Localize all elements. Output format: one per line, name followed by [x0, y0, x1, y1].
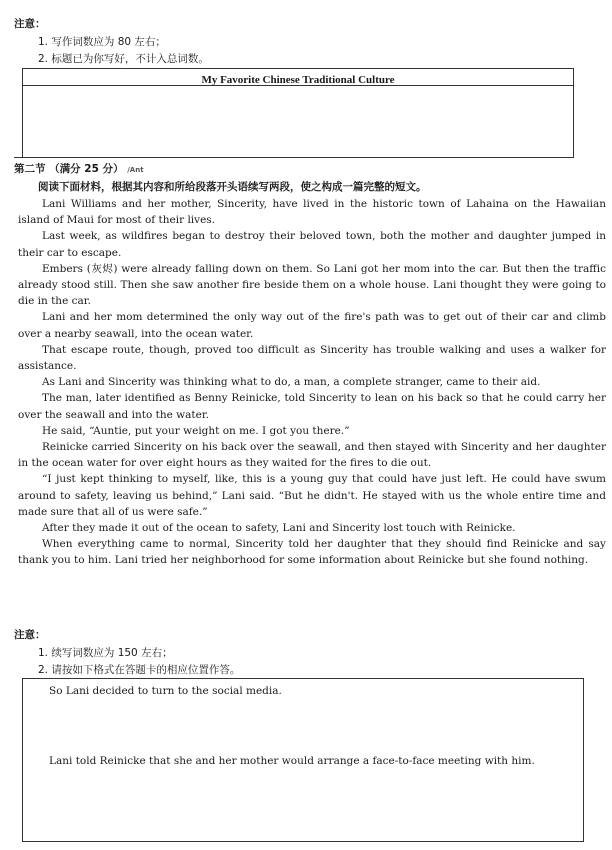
passage-paragraph-1: Lani Williams and her mother, Sincerity, have lived in the historic town of Lahaina on the Hawaiian island of Maui for most of their lives. [18, 198, 606, 227]
note-item-1: 1. 写作词数应为 80 左右； [38, 36, 166, 48]
notes2-heading: 注意： [14, 629, 46, 641]
passage-paragraph-7: The man, later identified as Benny Reinicke, told Sincerity to lean on his back so that he could carry her over the seawall and into the water. [18, 392, 606, 421]
section2-instruction: 阅读下面材料，根据其内容和所给段落开头语续写两段，使之构成一篇完整的短文。 [38, 181, 427, 193]
note2-item-1: 1. 续写词数应为 150 左右； [38, 647, 173, 659]
continuation-answer-box [22, 678, 584, 842]
notes-heading: 注意： [14, 18, 46, 30]
handwritten-note: /Ant [127, 166, 144, 174]
title-rule [22, 85, 574, 86]
passage-paragraph-3: Embers (灰烬) were already falling down on them. So Lani got her mom into the car. But then the traffic already stood still. Then she saw another fire beside them on a whole house. Lani thought they were going to die in the car. [18, 262, 606, 308]
section2-heading [14, 162, 144, 177]
note2-item-2: 2. 请按如下格式在答题卡的相应位置作答。 [38, 664, 241, 676]
passage-paragraph-2: Last week, as wildfires began to destroy their beloved town, both the mother and daughter jumped in their car to escape. [18, 230, 606, 259]
reading-passage [18, 196, 606, 569]
passage-paragraph-11: After they made it out of the ocean to safety, Lani and Sincerity lost touch with Reinicke. [42, 522, 516, 535]
passage-paragraph-5: That escape route, though, proved too difficult as Sincerity has trouble walking and uses a walker for assistance. [18, 343, 606, 373]
passage-paragraph-9: Reinicke carried Sincerity on his back over the seawall, and then stayed with Sincerity and her daughter in the ocean water for over eight hours as they waited for the fires to die out. [18, 441, 606, 470]
passage-paragraph-12: When everything came to normal, Sincerity told her daughter that they should find Reinicke and say thank you to him. Lani tried her neighborhood for some information about Reinicke but she found nothing. [18, 538, 606, 567]
passage-paragraph-8: He said, “Auntie, put your weight on me. I got you there.” [42, 424, 350, 437]
writing-title: My Favorite Chinese Traditional Culture [201, 74, 395, 86]
para2-opening: Lani told Reinicke that she and her mother would arrange a face-to-face meeting with him. [49, 755, 535, 767]
passage-paragraph-6: As Lani and Sincerity was thinking what to do, a man, a complete stranger, came to their aid. [42, 376, 541, 389]
writing-answer-box [22, 68, 574, 158]
passage-paragraph-4: Lani and her mom determined the only way out of the fire's path was to get out of their car and climb over a nearby seawall, into the ocean water. [18, 311, 606, 340]
passage-paragraph-10: “I just kept thinking to myself, like, this is a young guy that could have just left. He could have swum around to safety, leaving us behind,” Lani said. “But he didn't. He stayed with us the whole entire time and made sure that all of us were safe.” [18, 473, 606, 518]
section-divider [14, 157, 574, 158]
section2-heading-text: 第二节 （满分 25 分） [14, 163, 124, 175]
note-item-2: 2. 标题已为你写好，不计入总词数。 [38, 53, 209, 65]
para1-opening: So Lani decided to turn to the social media. [49, 685, 282, 697]
